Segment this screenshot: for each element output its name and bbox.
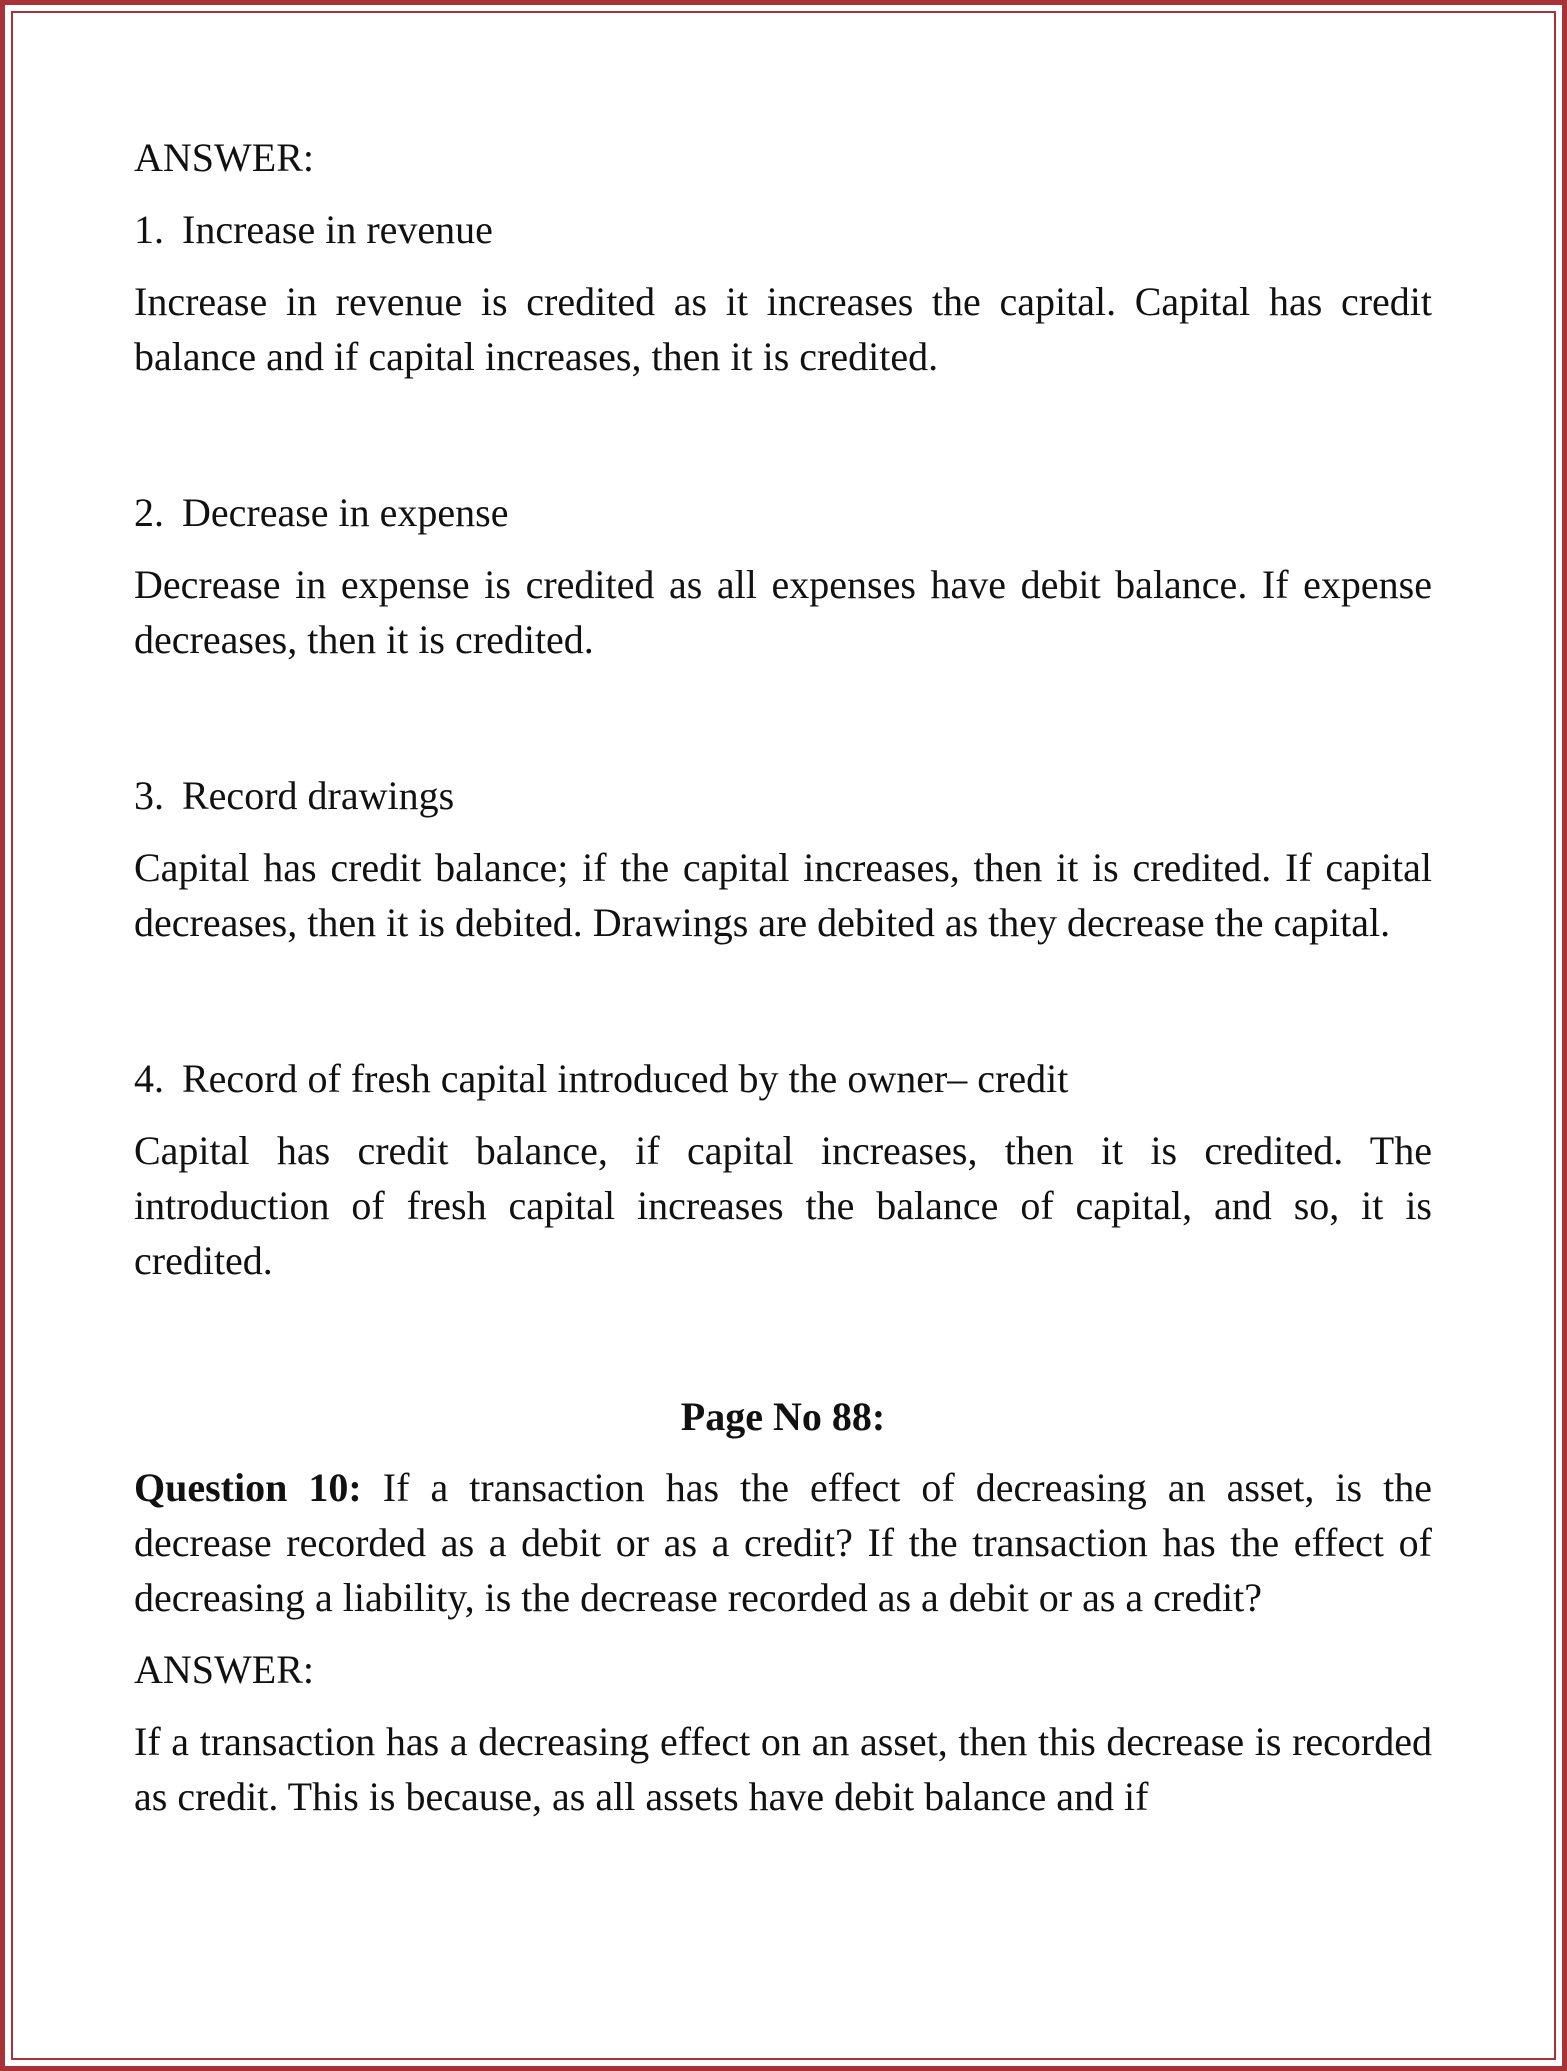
- item-number: 2.: [134, 490, 164, 535]
- item-number: 4.: [134, 1056, 164, 1101]
- answer-label-2: ANSWER:: [134, 1647, 314, 1692]
- item-title-text: Increase in revenue: [182, 207, 493, 252]
- page-number-heading: Page No 88:: [680, 1394, 886, 1439]
- item-title-text: Decrease in expense: [182, 490, 509, 535]
- answer-item-title: [134, 768, 1432, 823]
- item-title-text: Record of fresh capital introduced by the owner– credit: [182, 1056, 1069, 1101]
- answer-item-4: [134, 1051, 1432, 1288]
- item-title-text: Record drawings: [182, 773, 455, 818]
- question-label: Question 10:: [134, 1465, 362, 1510]
- answer-item-3: [134, 768, 1432, 950]
- answer-item-body: Decrease in expense is credited as all expenses have debit balance. If expense decreases, then it is credited.: [134, 562, 1432, 662]
- answer-item-2: [134, 485, 1432, 667]
- answer-item-title: [134, 485, 1432, 540]
- answer-item-1: [134, 202, 1432, 384]
- answer-item-title: [134, 1051, 1432, 1106]
- item-number: 1.: [134, 207, 164, 252]
- answer-item-body: Increase in revenue is credited as it increases the capital. Capital has credit balance and if capital increases, then it is credited.: [134, 279, 1432, 379]
- answer-item-body: Capital has credit balance; if the capital increases, then it is credited. If capital decreases, then it is debited. Drawings are debited as they decrease the capital.: [134, 845, 1432, 945]
- answer-item-title: [134, 202, 1432, 257]
- document-content: [134, 130, 1432, 1824]
- question-10: [134, 1460, 1432, 1625]
- question-text: If a transaction has the effect of decreasing an asset, is the decrease recorded as a debit or as a credit? If the transaction has the effect of decreasing a liability, is the decrease recorded as a debit or as a credit?: [134, 1465, 1432, 1620]
- item-number: 3.: [134, 773, 164, 818]
- answer-label: ANSWER:: [134, 135, 314, 180]
- answer-text-2: If a transaction has a decreasing effect on an asset, then this decrease is recorded as credit. This is because, as all assets have debit balance and if: [134, 1719, 1432, 1819]
- answer-item-body: Capital has credit balance, if capital increases, then it is credited. The introduction of fresh capital increases the balance of capital, and so, it is credited.: [134, 1128, 1432, 1283]
